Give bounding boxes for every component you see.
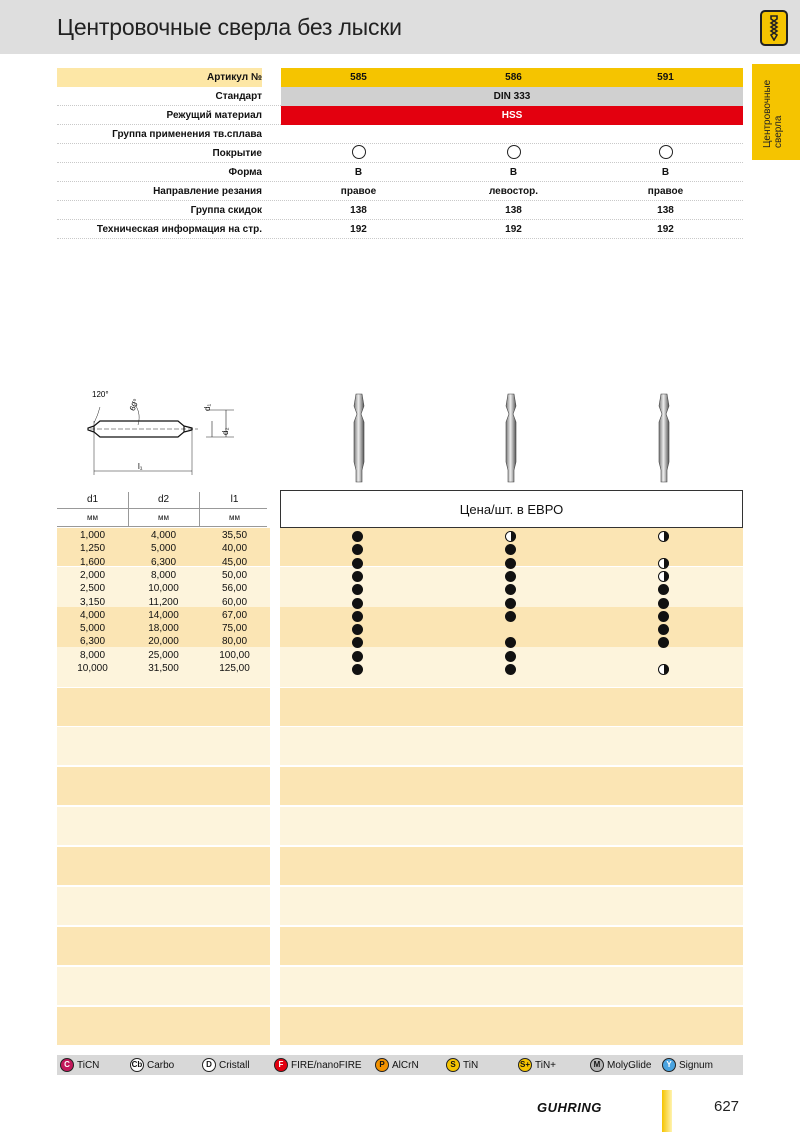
table-band [280,967,743,1005]
legend-item [274,1058,362,1072]
spec-value: 138 [505,205,522,216]
table-band [57,1007,270,1045]
unit-d2: мм [158,513,169,522]
spec-value: 591 [657,72,674,83]
cell-d2: 20,000 [148,636,179,648]
table-band [280,727,743,765]
stock-available-icon [352,598,363,609]
page-header [0,0,800,54]
spec-row [57,125,743,144]
cell-d2: 10,000 [148,583,179,595]
table-row [57,650,743,663]
stock-available-icon [352,558,363,569]
stock-available-icon [505,584,516,595]
legend-label: TiN [463,1059,479,1071]
spec-icon-cell [436,148,591,162]
dimension-drawing [80,385,250,477]
legend-item [446,1058,478,1072]
d1-label: d₁ [203,403,212,411]
stock-available-icon [505,558,516,569]
spec-value: 586 [505,72,522,83]
spec-value: 138 [350,205,367,216]
stock-on-request-icon [658,571,669,582]
material-value: HSS [501,110,523,121]
spec-icon-cell [588,148,743,162]
spec-row [57,106,743,125]
spec-value: B [661,167,670,178]
table-row [57,623,743,636]
stock-on-request-icon [658,531,669,542]
legend-label: Cristall [219,1059,250,1071]
coating-badge-icon: S+ [518,1058,532,1072]
stock-available-icon [352,624,363,635]
spec-label: Стандарт [215,91,262,102]
table-band [280,887,743,925]
cell-d2: 8,000 [150,569,177,581]
spec-value: 585 [350,72,367,83]
cell-d1: 1,600 [79,556,106,568]
table-row [57,557,743,570]
standard-value: DIN 333 [493,91,531,102]
stock-available-icon [352,531,363,542]
table-band [57,767,270,805]
legend-item [590,1058,651,1072]
cell-d1: 3,150 [79,596,106,608]
cell-l1: 60,00 [221,596,248,608]
stock-available-icon [505,571,516,582]
table-band [280,688,743,726]
spec-value: 138 [657,205,674,216]
spec-icon-cell [281,148,436,162]
cell-d2: 14,000 [148,609,179,621]
coating-badge-icon: C [60,1058,74,1072]
cell-d1: 10,000 [77,663,108,674]
cell-d1: 1,000 [79,530,106,541]
legend-label: FIRE/nanoFIRE [291,1059,362,1071]
legend-item [130,1058,174,1072]
cell-d1: 2,000 [79,569,106,581]
spec-value: B [354,167,363,178]
legend-label: MolyGlide [607,1059,652,1071]
cell-l1: 80,00 [221,636,248,648]
table-band [280,847,743,885]
stock-available-icon [658,611,669,622]
cell-d1: 2,500 [79,583,106,595]
stock-available-icon [658,598,669,609]
cell-l1: 50,00 [221,569,248,581]
spec-label: Форма [228,167,262,178]
table-band [57,967,270,1005]
stock-available-icon [352,571,363,582]
table-band [280,767,743,805]
stock-available-icon [352,637,363,648]
legend-item [202,1058,250,1072]
spec-row [57,182,743,201]
spec-label: Направление резания [153,186,262,197]
table-row [57,610,743,623]
table-band [280,1007,743,1045]
spec-value: левостор. [488,186,539,197]
cell-l1: 35,50 [221,530,248,541]
footer-accent-bar [662,1090,672,1132]
legend-label: Signum [679,1059,713,1071]
cell-d2: 31,500 [148,663,179,674]
drill-image-585 [346,392,372,484]
spec-value: правое [340,186,377,197]
coating-badge-icon: F [274,1058,288,1072]
header-d2: d2 [157,494,170,505]
cell-d2: 25,000 [148,649,179,661]
material-band [281,106,743,125]
spec-label: Группа применения тв.сплава [112,129,262,140]
cell-d2: 6,300 [150,556,177,568]
legend-label: TiN+ [535,1059,557,1071]
stock-available-icon [352,544,363,555]
drill-image-591 [651,392,677,484]
stock-available-icon [352,664,363,675]
d2-label: d₂ [221,427,230,435]
cell-l1: 56,00 [221,583,248,595]
table-band [57,807,270,845]
spec-value: правое [647,186,684,197]
unit-d1: мм [87,513,98,522]
spec-row [57,163,743,182]
legend-item [60,1058,99,1072]
angle-60-label: 60° [127,397,142,413]
table-band [57,688,270,726]
cell-d2: 18,000 [148,623,179,635]
stock-available-icon [505,598,516,609]
drill-bit-icon [760,10,788,46]
guhring-logo: GUHRING [537,1100,602,1115]
table-band [57,727,270,765]
page-title: Центровочные сверла без лыски [57,14,402,40]
spec-row [57,68,743,87]
uncoated-circle-icon [507,145,521,159]
cell-l1: 67,00 [221,609,248,621]
table-band [280,927,743,965]
stock-on-request-icon [505,531,516,542]
cell-l1: 40,00 [221,543,248,555]
header-d1: d1 [86,494,99,505]
stock-available-icon [658,624,669,635]
stock-available-icon [505,544,516,555]
legend-item [662,1058,713,1072]
stock-available-icon [505,651,516,662]
stock-available-icon [505,637,516,648]
cell-l1: 100,00 [219,649,250,661]
legend-label: AlCrN [392,1059,419,1071]
spec-value: 192 [505,224,522,235]
legend-label: TiCN [77,1059,100,1071]
table-row [57,543,743,556]
coating-badge-icon: D [202,1058,216,1072]
cell-d2: 5,000 [150,543,177,555]
coating-badge-icon: P [375,1058,389,1072]
side-tab-label: Центровочные сверла [762,79,784,148]
spec-value: 192 [350,224,367,235]
page-number: 627 [714,1098,740,1115]
cell-d1: 1,250 [79,543,106,555]
spec-label: Покрытие [212,148,262,159]
price-table-header [280,490,743,528]
l1-label: l₁ [138,462,143,471]
coating-badge-icon: Y [662,1058,676,1072]
cell-d2: 11,200 [148,596,179,608]
spec-label: Группа скидок [190,205,262,216]
table-band [57,927,270,965]
table-band [57,887,270,925]
coating-badge-icon: Cb [130,1058,144,1072]
cell-d1: 6,300 [79,636,106,648]
table-row [57,663,743,676]
header-l1: l1 [230,494,239,505]
cell-l1: 125,00 [219,663,250,674]
spec-value: B [509,167,518,178]
cell-d1: 4,000 [79,609,106,621]
table-row [57,636,743,649]
stock-on-request-icon [658,558,669,569]
coating-badge-icon: M [590,1058,604,1072]
legend-label: Carbo [147,1059,175,1071]
legend-item [518,1058,556,1072]
spec-row [57,201,743,220]
uncoated-circle-icon [659,145,673,159]
spec-row [57,220,743,239]
stock-available-icon [505,611,516,622]
drill-image-586 [498,392,524,484]
legend-item [375,1058,419,1072]
coating-legend [57,1055,743,1075]
cell-d1: 5,000 [79,623,106,635]
stock-available-icon [352,611,363,622]
stock-available-icon [658,637,669,648]
table-row [57,597,743,610]
table-band [280,807,743,845]
stock-available-icon [658,584,669,595]
stock-available-icon [505,664,516,675]
coating-badge-icon: S [446,1058,460,1072]
spec-label: Техническая информация на стр. [96,224,262,235]
stock-available-icon [352,651,363,662]
table-row [57,530,743,543]
uncoated-circle-icon [352,145,366,159]
cell-d2: 4,000 [150,530,177,541]
unit-l1: мм [229,513,240,522]
stock-on-request-icon [658,664,669,675]
cell-l1: 75,00 [221,623,248,635]
table-row [57,583,743,596]
table-row [57,570,743,583]
spec-label: Режущий материал [166,110,262,121]
cell-d1: 8,000 [79,649,106,661]
spec-value: 192 [657,224,674,235]
standard-band [281,87,743,106]
spec-row [57,87,743,106]
spec-row [57,144,743,163]
dimension-table-header [57,490,270,528]
cell-l1: 45,00 [221,556,248,568]
spec-label: Артикул № [207,72,262,83]
angle-120-label: 120° [92,390,109,399]
stock-available-icon [352,584,363,595]
table-band [57,847,270,885]
price-header-label: Цена/шт. в ЕВРО [459,502,564,517]
